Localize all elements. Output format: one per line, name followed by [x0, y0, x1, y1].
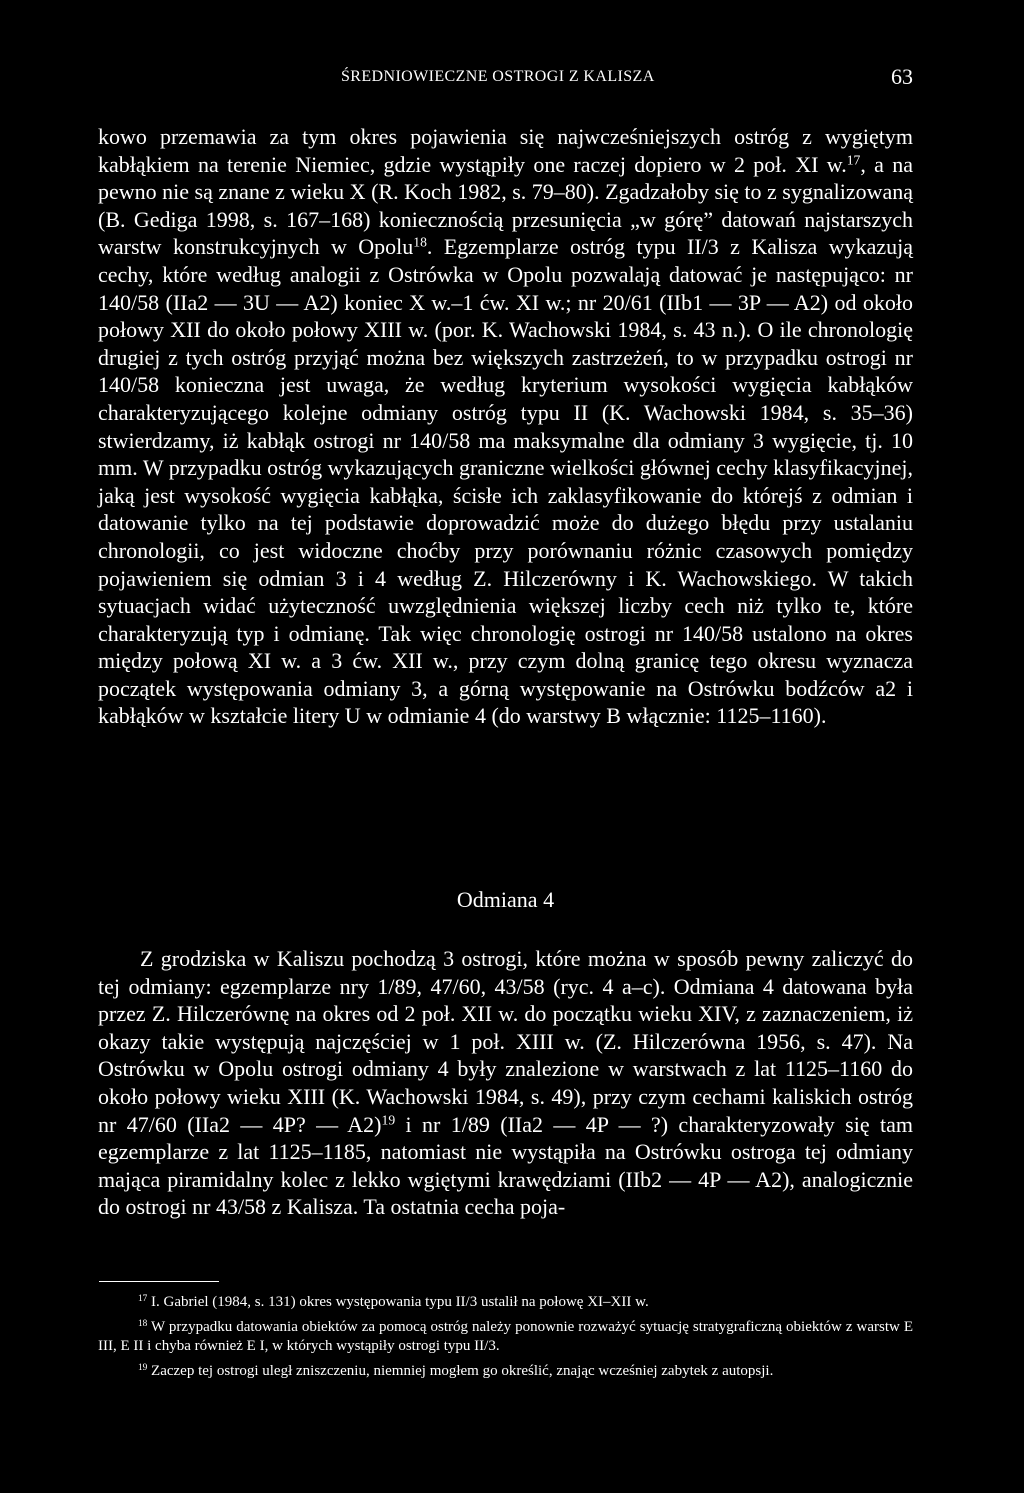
section-heading: Odmiana 4	[456, 887, 555, 912]
paragraph-text: , a na pewno nie są znane z wieku X (R. Koch 1982, s. 79–80). Zgadzałoby się to z sygnalizowaną (B. Gediga 1998, s. 167–168) koniecznością przesunięcia „w górę” datowań najstarszych warstw konstrukcyjnych w Opolu	[98, 151, 914, 260]
paragraph-text: . Egzemplarze ostróg typu II/3 z Kalisza wykazują cechy, które według analogii z Ostrówka w Opolu pozwalają datować je następująco: nr 140/58 (IIa2 — 3U — A2) koniec X w.–1 ćw. XI w.; nr 20/61 (IIb1 — 3P — A2) od około połowy XII do około połowy XIII w. (por. K. Wachowski 1984, s. 43 n.). O ile chronologię drugiej z tych ostróg przyjąć można bez większych zastrzeżeń, to w przypadku ostrogi nr 140/58 konieczna jest uwaga, że według kryterium wysokości wygięcia kabłąków charakteryzującego kolejne odmiany ostróg typu II (K. Wachowski 1984, s. 35–36) stwierdzamy, iż kabłąk ostrogi nr 140/58 ma maksymalne dla odmiany 3 wygięcie, tj. 10 mm. W przypadku ostróg wykazujących graniczne wielkości głównej cechy klasyfikacyjnej, jaką jest wysokość wygięcia kabłąka, ścisłe ich zaklasyfikowanie do którejś z odmian i datowanie tylko na tej podstawie doprowadzić może do dużego błędu przy ustalaniu chronologii, co jest widoczne choćby przy porównaniu różnic czasowych pomiędzy pojawieniem się odmian 3 i 4 według Z. Hilczerówny i K. Wachowskiego. W takich sytuacjach widać użyteczność uwzględnienia większej liczby cech niż tylko te, które charakteryzują typ i odmianę. Tak więc chronologię ostrogi nr 140/58 ustalono na okres między połową XI w. a 3 ćw. XII w., przy czym dolną granicę tego okresu wyznacza początek występowania odmiany 3, a górną występowanie na Ostrówku bodźców a2 i kabłąków w kształcie litery U w odmianie 4 (do warstwy B włącznie: 1125–1160).	[98, 234, 913, 729]
paragraph-text: i nr 1/89 (IIa2 — 4P — ?) charakteryzowały się tam egzemplarze z lat 1125–1185, natomiast nie wystąpiła na Ostrówku ostroga tej odmiany mająca piramidalny kolec z lekko wgiętymi krawędziami (IIb2 — 4P — A2), analogicznie do ostrogi nr 43/58 z Kalisza. Ta ostatnia cecha poja-	[98, 1111, 913, 1220]
footnote-ref[interactable]: 17	[846, 152, 861, 168]
footnote-number: 18	[138, 1318, 148, 1329]
body-paragraph	[98, 945, 913, 1221]
footnote-text: W przypadku datowania obiektów za pomocą ostróg należy ponownie rozważyć sytuację stratygraficzną obiektów z warstw E III, E II i chyba również E I, w których wystąpiły ostrogi typu II/3.	[98, 1318, 913, 1354]
footnote	[98, 1362, 913, 1382]
footnote-number: 17	[138, 1293, 148, 1304]
footnote	[98, 1293, 913, 1313]
paragraph-text: kowo przemawia za tym okres pojawienia się najwcześniejszych ostróg z wygiętym kabłąkiem na terenie Niemiec, gdzie wystąpiły one raczej dopiero w 2 poł. XI w.	[98, 124, 913, 177]
page-header	[98, 64, 913, 92]
footnotes	[98, 1293, 913, 1386]
footnote-ref[interactable]: 18	[413, 234, 427, 250]
footnote-ref[interactable]: 19	[381, 1112, 396, 1128]
running-title: ŚREDNIOWIECZNE OSTROGI Z KALISZA	[341, 68, 655, 85]
footnote-text: Zaczep tej ostrogi uległ zniszczeniu, niemniej mogłem go określić, znając wcześniej zabytek z autopsji.	[151, 1362, 774, 1379]
footnote-number: 19	[138, 1362, 148, 1373]
footnote-text: I. Gabriel (1984, s. 131) okres występowania typu II/3 ustalił na połowę XI–XII w.	[151, 1294, 649, 1310]
footnote	[98, 1318, 913, 1357]
page-number: 63	[891, 64, 913, 89]
footnote-divider	[99, 1281, 219, 1282]
paragraph-text: Z grodziska w Kaliszu pochodzą 3 ostrogi, które można w sposób pewny zaliczyć do tej odmiany: egzemplarze nry 1/89, 47/60, 43/58 (ryc. 4 a–c). Odmiana 4 datowana była przez Z. Hilczerównę na okres od 2 poł. XII w. do początku wieku XIV, z zaznaczeniem, iż okazy takie występują najczęściej w 1 poł. XIII w. (Z. Hilczerówna 1956, s. 47). Na Ostrówku w Opolu ostrogi odmiany 4 były znalezione w warstwach z lat 1125–1160 do około połowy wieku XIII (K. Wachowski 1984, s. 49), przy czym cechami kaliskich ostróg nr 47/60 (IIa2 — 4P? — A2)	[98, 946, 913, 1137]
body-paragraph	[98, 123, 913, 730]
